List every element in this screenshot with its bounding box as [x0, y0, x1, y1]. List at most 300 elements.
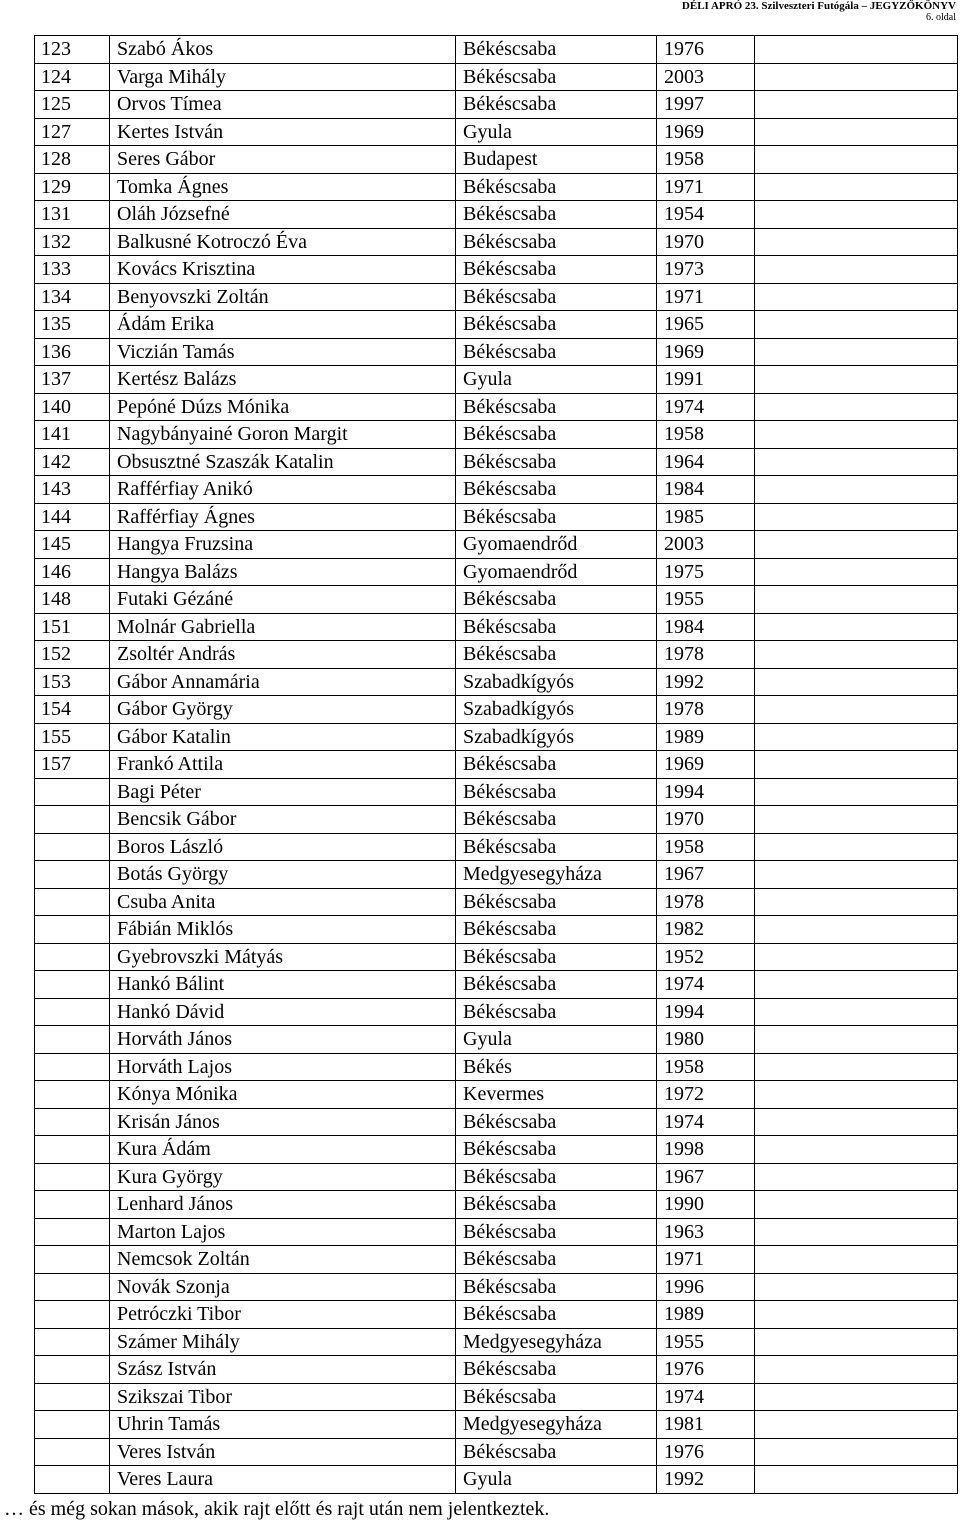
table-row	[35, 998, 958, 1026]
empty-cell	[755, 943, 958, 971]
empty-cell	[755, 1136, 958, 1164]
runner-name-cell: Gábor Katalin	[110, 723, 456, 751]
empty-cell	[755, 971, 958, 999]
runner-name-cell: Rafférfiay Ágnes	[110, 503, 456, 531]
runner-name-cell: Orvos Tímea	[110, 91, 456, 119]
table-row	[35, 1438, 958, 1466]
table-row	[35, 393, 958, 421]
empty-cell	[755, 1301, 958, 1329]
page-header	[682, 0, 956, 24]
birth-year-cell: 1976	[657, 1438, 755, 1466]
city-cell: Békéscsaba	[456, 1383, 657, 1411]
empty-cell	[755, 448, 958, 476]
city-cell: Békéscsaba	[456, 311, 657, 339]
empty-cell	[755, 91, 958, 119]
birth-year-cell: 1990	[657, 1191, 755, 1219]
empty-cell	[755, 806, 958, 834]
birth-year-cell: 1974	[657, 1383, 755, 1411]
table-row	[35, 36, 958, 64]
birth-year-cell: 1975	[657, 558, 755, 586]
empty-cell	[755, 1246, 958, 1274]
city-cell: Békéscsaba	[456, 173, 657, 201]
table-row	[35, 201, 958, 229]
bib-number-cell	[35, 1191, 110, 1219]
city-cell: Békéscsaba	[456, 393, 657, 421]
runner-name-cell: Viczián Tamás	[110, 338, 456, 366]
empty-cell	[755, 1218, 958, 1246]
bib-number-cell	[35, 1356, 110, 1384]
runner-name-cell: Benyovszki Zoltán	[110, 283, 456, 311]
empty-cell	[755, 476, 958, 504]
birth-year-cell: 1955	[657, 1328, 755, 1356]
bib-number-cell: 145	[35, 531, 110, 559]
birth-year-cell: 1989	[657, 723, 755, 751]
runner-name-cell: Zsoltér András	[110, 641, 456, 669]
empty-cell	[755, 338, 958, 366]
bib-number-cell	[35, 916, 110, 944]
bib-number-cell	[35, 1081, 110, 1109]
runner-name-cell: Ádám Erika	[110, 311, 456, 339]
table-row	[35, 1136, 958, 1164]
city-cell: Budapest	[456, 146, 657, 174]
empty-cell	[755, 833, 958, 861]
empty-cell	[755, 1191, 958, 1219]
empty-cell	[755, 861, 958, 889]
table-row	[35, 338, 958, 366]
table-row	[35, 1163, 958, 1191]
city-cell: Békéscsaba	[456, 503, 657, 531]
bib-number-cell: 134	[35, 283, 110, 311]
city-cell: Békéscsaba	[456, 1301, 657, 1329]
table-row	[35, 256, 958, 284]
city-cell: Békéscsaba	[456, 1136, 657, 1164]
runner-name-cell: Horváth János	[110, 1026, 456, 1054]
city-cell: Békéscsaba	[456, 943, 657, 971]
birth-year-cell: 1967	[657, 1163, 755, 1191]
city-cell: Békéscsaba	[456, 1218, 657, 1246]
bib-number-cell: 151	[35, 613, 110, 641]
city-cell: Gyula	[456, 1466, 657, 1494]
bib-number-cell	[35, 833, 110, 861]
city-cell: Békéscsaba	[456, 228, 657, 256]
city-cell: Békéscsaba	[456, 1163, 657, 1191]
city-cell: Gyula	[456, 366, 657, 394]
table-row	[35, 1218, 958, 1246]
runner-name-cell: Balkusné Kotroczó Éva	[110, 228, 456, 256]
runner-name-cell: Szász István	[110, 1356, 456, 1384]
runner-name-cell: Gyebrovszki Mátyás	[110, 943, 456, 971]
birth-year-cell: 1981	[657, 1411, 755, 1439]
empty-cell	[755, 916, 958, 944]
empty-cell	[755, 421, 958, 449]
empty-cell	[755, 503, 958, 531]
city-cell: Medgyesegyháza	[456, 1328, 657, 1356]
birth-year-cell: 1965	[657, 311, 755, 339]
footer-note: … és még sokan mások, akik rajt előtt és rajt után nem jelentkeztek.	[4, 1498, 550, 1520]
birth-year-cell: 1958	[657, 1053, 755, 1081]
table-row	[35, 146, 958, 174]
table-row	[35, 971, 958, 999]
birth-year-cell: 1972	[657, 1081, 755, 1109]
table-row	[35, 228, 958, 256]
birth-year-cell: 1973	[657, 256, 755, 284]
bib-number-cell	[35, 1136, 110, 1164]
city-cell: Békéscsaba	[456, 421, 657, 449]
participants-table-body	[35, 36, 958, 1494]
empty-cell	[755, 393, 958, 421]
runner-name-cell: Nemcsok Zoltán	[110, 1246, 456, 1274]
table-row	[35, 888, 958, 916]
birth-year-cell: 1980	[657, 1026, 755, 1054]
runner-name-cell: Petróczki Tibor	[110, 1301, 456, 1329]
empty-cell	[755, 531, 958, 559]
empty-cell	[755, 1411, 958, 1439]
city-cell: Békéscsaba	[456, 1273, 657, 1301]
table-row	[35, 641, 958, 669]
city-cell: Békés	[456, 1053, 657, 1081]
bib-number-cell	[35, 1328, 110, 1356]
birth-year-cell: 1992	[657, 668, 755, 696]
empty-cell	[755, 668, 958, 696]
bib-number-cell	[35, 806, 110, 834]
birth-year-cell: 1958	[657, 833, 755, 861]
birth-year-cell: 1971	[657, 173, 755, 201]
birth-year-cell: 1964	[657, 448, 755, 476]
table-row	[35, 531, 958, 559]
table-row	[35, 1191, 958, 1219]
table-row	[35, 118, 958, 146]
bib-number-cell: 137	[35, 366, 110, 394]
birth-year-cell: 1958	[657, 146, 755, 174]
bib-number-cell: 153	[35, 668, 110, 696]
runner-name-cell: Csuba Anita	[110, 888, 456, 916]
city-cell: Békéscsaba	[456, 806, 657, 834]
empty-cell	[755, 63, 958, 91]
runner-name-cell: Kertes István	[110, 118, 456, 146]
empty-cell	[755, 1328, 958, 1356]
birth-year-cell: 1974	[657, 971, 755, 999]
birth-year-cell: 1991	[657, 366, 755, 394]
city-cell: Békéscsaba	[456, 888, 657, 916]
bib-number-cell	[35, 861, 110, 889]
table-row	[35, 668, 958, 696]
empty-cell	[755, 256, 958, 284]
bib-number-cell	[35, 1411, 110, 1439]
city-cell: Szabadkígyós	[456, 696, 657, 724]
city-cell: Békéscsaba	[456, 91, 657, 119]
bib-number-cell: 141	[35, 421, 110, 449]
city-cell: Medgyesegyháza	[456, 1411, 657, 1439]
birth-year-cell: 1971	[657, 1246, 755, 1274]
birth-year-cell: 1976	[657, 36, 755, 64]
city-cell: Békéscsaba	[456, 1356, 657, 1384]
runner-name-cell: Uhrin Tamás	[110, 1411, 456, 1439]
table-row	[35, 1246, 958, 1274]
birth-year-cell: 1978	[657, 641, 755, 669]
table-row	[35, 63, 958, 91]
empty-cell	[755, 1026, 958, 1054]
empty-cell	[755, 696, 958, 724]
runner-name-cell: Seres Gábor	[110, 146, 456, 174]
empty-cell	[755, 723, 958, 751]
runner-name-cell: Frankó Attila	[110, 751, 456, 779]
table-row	[35, 283, 958, 311]
table-row	[35, 696, 958, 724]
birth-year-cell: 1971	[657, 283, 755, 311]
runner-name-cell: Szikszai Tibor	[110, 1383, 456, 1411]
table-row	[35, 91, 958, 119]
runner-name-cell: Rafférfiay Anikó	[110, 476, 456, 504]
empty-cell	[755, 558, 958, 586]
birth-year-cell: 1963	[657, 1218, 755, 1246]
bib-number-cell	[35, 998, 110, 1026]
bib-number-cell: 155	[35, 723, 110, 751]
birth-year-cell: 1969	[657, 751, 755, 779]
city-cell: Gyula	[456, 1026, 657, 1054]
table-row	[35, 833, 958, 861]
city-cell: Kevermes	[456, 1081, 657, 1109]
table-row	[35, 1053, 958, 1081]
birth-year-cell: 1952	[657, 943, 755, 971]
birth-year-cell: 1978	[657, 696, 755, 724]
empty-cell	[755, 228, 958, 256]
table-row	[35, 476, 958, 504]
table-row	[35, 586, 958, 614]
city-cell: Békéscsaba	[456, 283, 657, 311]
birth-year-cell: 2003	[657, 531, 755, 559]
empty-cell	[755, 1053, 958, 1081]
birth-year-cell: 1998	[657, 1136, 755, 1164]
empty-cell	[755, 1273, 958, 1301]
bib-number-cell	[35, 1163, 110, 1191]
empty-cell	[755, 751, 958, 779]
runner-name-cell: Marton Lajos	[110, 1218, 456, 1246]
runner-name-cell: Kovács Krisztina	[110, 256, 456, 284]
birth-year-cell: 1994	[657, 778, 755, 806]
city-cell: Békéscsaba	[456, 998, 657, 1026]
birth-year-cell: 2003	[657, 63, 755, 91]
bib-number-cell	[35, 778, 110, 806]
city-cell: Békéscsaba	[456, 971, 657, 999]
runner-name-cell: Varga Mihály	[110, 63, 456, 91]
birth-year-cell: 1969	[657, 338, 755, 366]
city-cell: Békéscsaba	[456, 201, 657, 229]
birth-year-cell: 1969	[657, 118, 755, 146]
table-row	[35, 1356, 958, 1384]
bib-number-cell	[35, 1466, 110, 1494]
bib-number-cell: 144	[35, 503, 110, 531]
runner-name-cell: Hangya Balázs	[110, 558, 456, 586]
participants-table	[34, 35, 958, 1494]
table-row	[35, 1081, 958, 1109]
birth-year-cell: 1955	[657, 586, 755, 614]
table-row	[35, 366, 958, 394]
birth-year-cell: 1954	[657, 201, 755, 229]
empty-cell	[755, 778, 958, 806]
city-cell: Békéscsaba	[456, 256, 657, 284]
table-row	[35, 751, 958, 779]
city-cell: Békéscsaba	[456, 641, 657, 669]
table-row	[35, 861, 958, 889]
empty-cell	[755, 366, 958, 394]
bib-number-cell: 140	[35, 393, 110, 421]
empty-cell	[755, 888, 958, 916]
runner-name-cell: Szabó Ákos	[110, 36, 456, 64]
birth-year-cell: 1974	[657, 1108, 755, 1136]
city-cell: Szabadkígyós	[456, 723, 657, 751]
city-cell: Gyomaendrőd	[456, 531, 657, 559]
runner-name-cell: Bencsik Gábor	[110, 806, 456, 834]
table-row	[35, 503, 958, 531]
table-row	[35, 173, 958, 201]
table-row	[35, 778, 958, 806]
bib-number-cell: 124	[35, 63, 110, 91]
city-cell: Békéscsaba	[456, 916, 657, 944]
runner-name-cell: Nagybányainé Goron Margit	[110, 421, 456, 449]
runner-name-cell: Gábor György	[110, 696, 456, 724]
runner-name-cell: Pepóné Dúzs Mónika	[110, 393, 456, 421]
empty-cell	[755, 1356, 958, 1384]
table-row	[35, 1411, 958, 1439]
city-cell: Békéscsaba	[456, 751, 657, 779]
bib-number-cell: 142	[35, 448, 110, 476]
birth-year-cell: 1996	[657, 1273, 755, 1301]
bib-number-cell: 131	[35, 201, 110, 229]
bib-number-cell	[35, 943, 110, 971]
table-row	[35, 1273, 958, 1301]
document-title: DÉLI APRÓ 23. Szilveszteri Futógála – JEGYZŐKÖNYV	[681, 0, 956, 12]
table-row	[35, 558, 958, 586]
bib-number-cell: 133	[35, 256, 110, 284]
runner-name-cell: Lenhard János	[110, 1191, 456, 1219]
city-cell: Békéscsaba	[456, 586, 657, 614]
birth-year-cell: 1997	[657, 91, 755, 119]
bib-number-cell: 154	[35, 696, 110, 724]
table-row	[35, 806, 958, 834]
runner-name-cell: Kónya Mónika	[110, 1081, 456, 1109]
bib-number-cell	[35, 1053, 110, 1081]
bib-number-cell: 123	[35, 36, 110, 64]
city-cell: Békéscsaba	[456, 1191, 657, 1219]
table-row	[35, 1383, 958, 1411]
bib-number-cell	[35, 1438, 110, 1466]
runner-name-cell: Hankó Bálint	[110, 971, 456, 999]
city-cell: Békéscsaba	[456, 36, 657, 64]
birth-year-cell: 1974	[657, 393, 755, 421]
empty-cell	[755, 283, 958, 311]
bib-number-cell	[35, 888, 110, 916]
bib-number-cell: 135	[35, 311, 110, 339]
city-cell: Békéscsaba	[456, 833, 657, 861]
birth-year-cell: 1970	[657, 228, 755, 256]
empty-cell	[755, 1108, 958, 1136]
runner-name-cell: Oláh Józsefné	[110, 201, 456, 229]
bib-number-cell: 129	[35, 173, 110, 201]
city-cell: Békéscsaba	[456, 1246, 657, 1274]
runner-name-cell: Kura Ádám	[110, 1136, 456, 1164]
birth-year-cell: 1982	[657, 916, 755, 944]
runner-name-cell: Bagi Péter	[110, 778, 456, 806]
birth-year-cell: 1984	[657, 613, 755, 641]
bib-number-cell	[35, 971, 110, 999]
birth-year-cell: 1984	[657, 476, 755, 504]
runner-name-cell: Gábor Annamária	[110, 668, 456, 696]
birth-year-cell: 1958	[657, 421, 755, 449]
city-cell: Békéscsaba	[456, 476, 657, 504]
empty-cell	[755, 1466, 958, 1494]
empty-cell	[755, 118, 958, 146]
empty-cell	[755, 1081, 958, 1109]
table-row	[35, 613, 958, 641]
runner-name-cell: Kertész Balázs	[110, 366, 456, 394]
empty-cell	[755, 1438, 958, 1466]
city-cell: Szabadkígyós	[456, 668, 657, 696]
empty-cell	[755, 311, 958, 339]
birth-year-cell: 1985	[657, 503, 755, 531]
table-row	[35, 1466, 958, 1494]
runner-name-cell: Hankó Dávid	[110, 998, 456, 1026]
runner-name-cell: Boros László	[110, 833, 456, 861]
runner-name-cell: Novák Szonja	[110, 1273, 456, 1301]
bib-number-cell	[35, 1246, 110, 1274]
empty-cell	[755, 173, 958, 201]
empty-cell	[755, 998, 958, 1026]
city-cell: Békéscsaba	[456, 1108, 657, 1136]
bib-number-cell: 128	[35, 146, 110, 174]
bib-number-cell: 157	[35, 751, 110, 779]
birth-year-cell: 1967	[657, 861, 755, 889]
bib-number-cell: 152	[35, 641, 110, 669]
birth-year-cell: 1992	[657, 1466, 755, 1494]
city-cell: Békéscsaba	[456, 1438, 657, 1466]
table-row	[35, 1301, 958, 1329]
table-row	[35, 1108, 958, 1136]
bib-number-cell: 148	[35, 586, 110, 614]
city-cell: Békéscsaba	[456, 448, 657, 476]
table-row	[35, 421, 958, 449]
empty-cell	[755, 36, 958, 64]
bib-number-cell: 125	[35, 91, 110, 119]
bib-number-cell: 146	[35, 558, 110, 586]
city-cell: Medgyesegyháza	[456, 861, 657, 889]
runner-name-cell: Horváth Lajos	[110, 1053, 456, 1081]
bib-number-cell: 132	[35, 228, 110, 256]
runner-name-cell: Futaki Gézáné	[110, 586, 456, 614]
runner-name-cell: Veres Laura	[110, 1466, 456, 1494]
birth-year-cell: 1978	[657, 888, 755, 916]
city-cell: Békéscsaba	[456, 338, 657, 366]
table-row	[35, 916, 958, 944]
birth-year-cell: 1970	[657, 806, 755, 834]
bib-number-cell	[35, 1273, 110, 1301]
runner-name-cell: Obsusztné Szaszák Katalin	[110, 448, 456, 476]
bib-number-cell	[35, 1383, 110, 1411]
empty-cell	[755, 586, 958, 614]
birth-year-cell: 1994	[657, 998, 755, 1026]
bib-number-cell: 143	[35, 476, 110, 504]
table-row	[35, 1328, 958, 1356]
city-cell: Gyomaendrőd	[456, 558, 657, 586]
city-cell: Gyula	[456, 118, 657, 146]
table-row	[35, 943, 958, 971]
empty-cell	[755, 1383, 958, 1411]
bib-number-cell: 127	[35, 118, 110, 146]
city-cell: Békéscsaba	[456, 778, 657, 806]
city-cell: Békéscsaba	[456, 613, 657, 641]
city-cell: Békéscsaba	[456, 63, 657, 91]
table-row	[35, 723, 958, 751]
bib-number-cell: 136	[35, 338, 110, 366]
